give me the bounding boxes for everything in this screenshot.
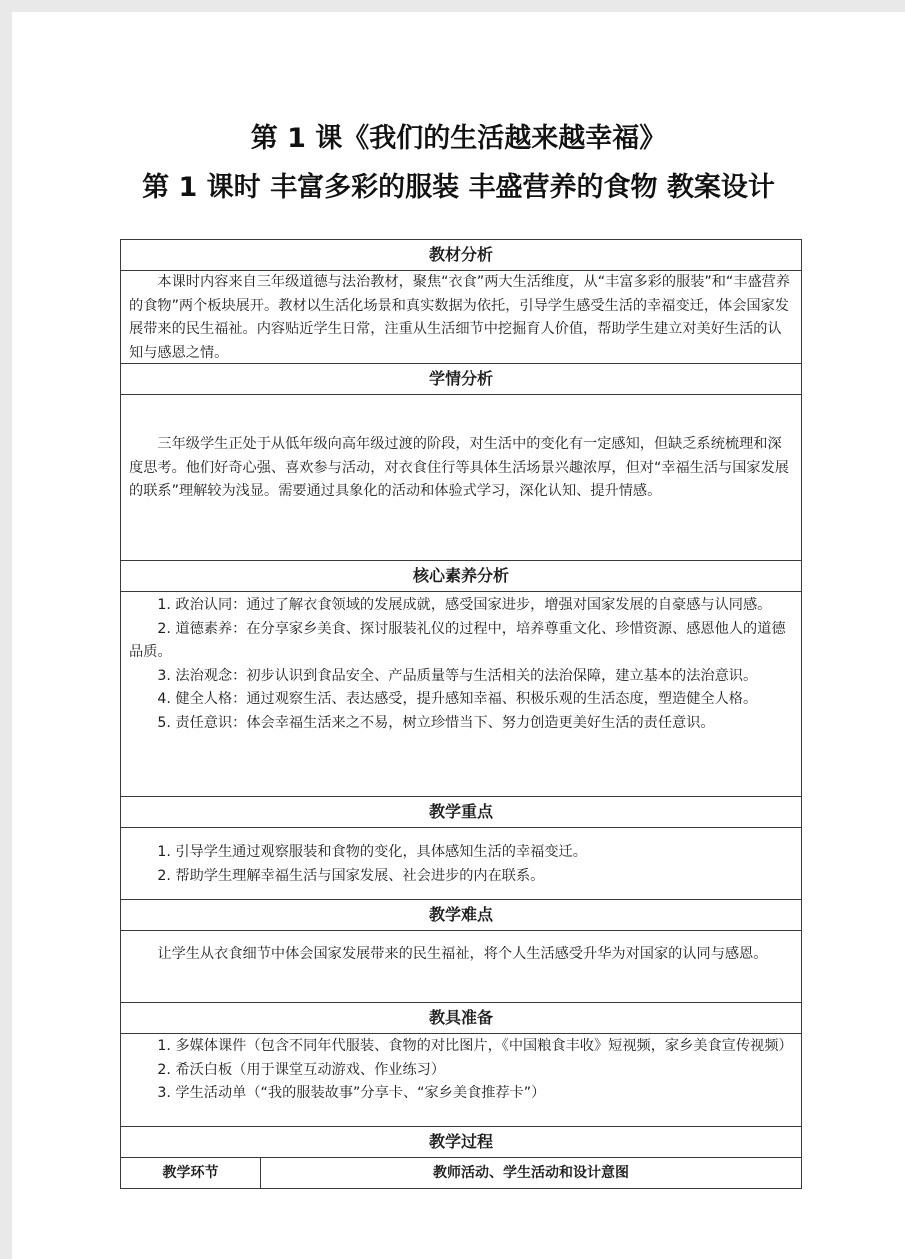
textbook-analysis-text: 本课时内容来自三年级道德与法治教材，聚焦“衣食”两大生活维度，从“丰富多彩的服装”和“丰盛营养的食物”两个板块展开。教材以生活化场景和真实数据为依托，引导学生感受生活的幸福变迁，体会国家发展带来的民生福祉。内容贴近学生日常，注重从生活细节中挖掘育人价值，帮助学生建立对美好生活的认知与感恩之情。 — [129, 274, 791, 361]
student-analysis-text: 三年级学生正处于从低年级向高年级过渡的阶段，对生活中的变化有一定感知，但缺乏系统梳理和深度思考。他们好奇心强、喜欢参与活动，对衣食住行等具体生活场景兴趣浓厚，但对“幸福生活与国家发展的联系”理解较为浅显。需要通过具象化的活动和体验式学习，深化认知、提升情感。 — [129, 436, 789, 499]
difficulties-text: 让学生从衣食细节中体会国家发展带来的民生福祉，将个人生活感受升华为对国家的认同与感恩。 — [157, 946, 768, 962]
difficulties-heading: 教学难点 — [121, 900, 801, 931]
materials-heading: 教具准备 — [121, 1003, 801, 1034]
student-analysis-heading: 学情分析 — [121, 364, 801, 395]
key-points-cell — [121, 828, 801, 900]
lesson-plan-table — [120, 239, 802, 1189]
student-analysis-cell — [121, 395, 801, 561]
core-literacy-item: 2. 道德素养：在分享家乡美食、探讨服装礼仪的过程中，培养尊重文化、珍惜资源、感恩他人的道德品质。 — [129, 620, 786, 660]
document-page — [12, 12, 905, 1259]
core-literacy-item: 3. 法治观念：初步认识到食品安全、产品质量等与生活相关的法治保障，建立基本的法治意识。 — [157, 667, 758, 684]
lesson-subtitle: 第 1 课时 丰富多彩的服装 丰盛营养的食物 教案设计 — [142, 172, 775, 203]
textbook-analysis-heading: 教材分析 — [121, 240, 801, 271]
textbook-analysis-cell — [121, 271, 801, 364]
material-item: 2. 希沃白板（用于课堂互动游戏、作业练习） — [157, 1061, 446, 1078]
material-item: 3. 学生活动单（“我的服装故事”分享卡、“家乡美食推荐卡”） — [157, 1085, 546, 1101]
core-literacy-item: 1. 政治认同：通过了解衣食领域的发展成就，感受国家进步，增强对国家发展的自豪感与认同感。 — [157, 597, 772, 613]
activities-column-header: 教师活动、学生活动和设计意图 — [433, 1165, 629, 1181]
key-point-item: 2. 帮助学生理解幸福生活与国家发展、社会进步的内在联系。 — [157, 867, 545, 884]
key-point-item: 1. 引导学生通过观察服装和食物的变化，具体感知生活的幸福变迁。 — [157, 844, 587, 860]
core-literacy-heading: 核心素养分析 — [121, 561, 801, 592]
key-points-heading: 教学重点 — [121, 797, 801, 828]
difficulties-cell — [121, 931, 801, 1003]
core-literacy-cell — [121, 592, 801, 797]
material-item: 1. 多媒体课件（包含不同年代服装、食物的对比图片，《中国粮食丰收》短视频，家乡美食宣传视频） — [157, 1038, 793, 1054]
stage-column-header: 教学环节 — [121, 1158, 261, 1188]
lesson-title: 第 1 课《我们的生活越来越幸福》 — [250, 123, 667, 154]
process-heading: 教学过程 — [121, 1127, 801, 1158]
materials-cell — [121, 1034, 801, 1127]
core-literacy-item: 4. 健全人格：通过观察生活、表达感受，提升感知幸福、积极乐观的生活态度，塑造健全人格。 — [157, 691, 758, 707]
process-column-headers — [121, 1158, 801, 1188]
core-literacy-item: 5. 责任意识：体会幸福生活来之不易，树立珍惜当下、努力创造更美好生活的责任意识。 — [157, 714, 715, 731]
